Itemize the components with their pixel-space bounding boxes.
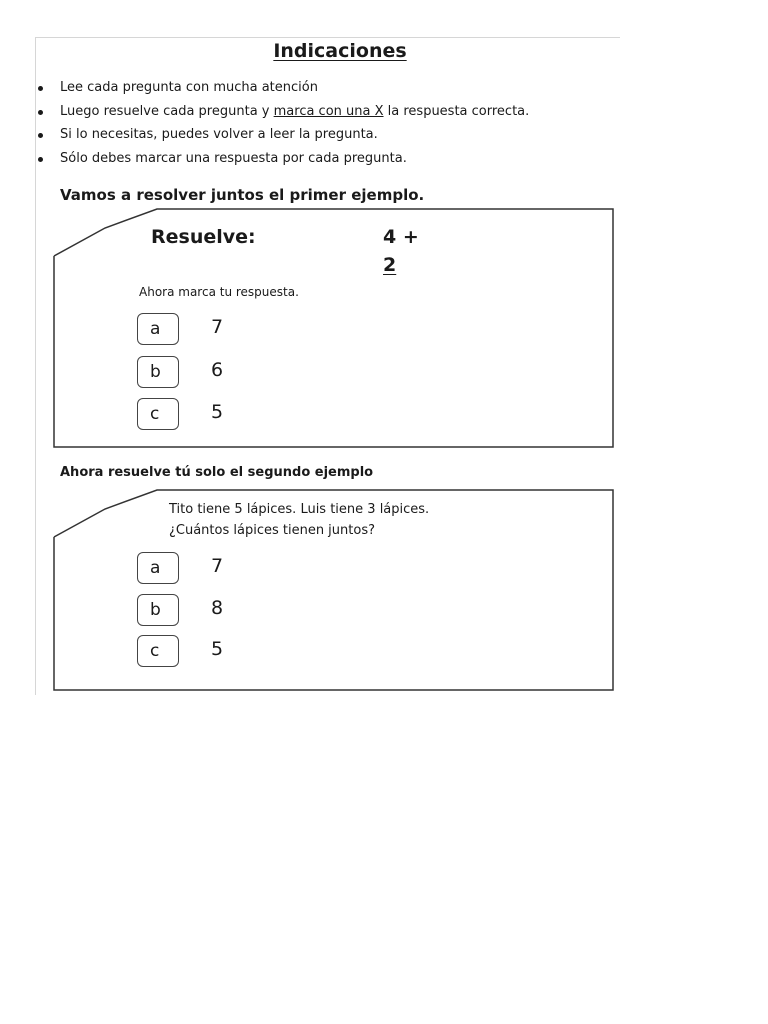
option-value: 8	[211, 597, 224, 619]
option-value: 7	[211, 316, 224, 338]
page-title: Indicaciones	[273, 40, 407, 62]
word-problem	[169, 499, 429, 541]
option-a-checkbox[interactable]: a	[137, 313, 179, 345]
instruction-text: Sólo debes marcar una respuesta por cada pregunta.	[60, 150, 407, 166]
problem-question: ¿Cuántos lápices tienen juntos?	[169, 523, 376, 538]
instruction-emphasis: marca con una X	[273, 103, 384, 119]
example1-heading: Vamos a resolver juntos el primer ejemplo.	[60, 186, 425, 204]
bullet-icon	[38, 110, 43, 115]
instruction-item	[36, 102, 529, 126]
instruction-item	[36, 125, 529, 149]
bullet-icon	[38, 157, 43, 162]
instruction-text: la respuesta correcta.	[383, 103, 530, 119]
option-a-checkbox[interactable]: a	[137, 552, 179, 584]
operation-top: 4 +	[383, 226, 419, 248]
instruction-text: Luego resuelve cada pregunta y	[60, 103, 274, 119]
option-value: 5	[211, 401, 224, 423]
option-b-checkbox[interactable]: b	[137, 594, 179, 626]
answer-prompt: Ahora marca tu respuesta.	[139, 285, 299, 299]
instruction-item	[36, 78, 529, 102]
option-c-checkbox[interactable]: c	[137, 635, 179, 667]
bullet-icon	[38, 133, 43, 138]
bullet-icon	[38, 86, 43, 91]
instruction-text: Lee cada pregunta con mucha atención	[60, 80, 318, 95]
example2-card	[53, 489, 614, 692]
example2-heading: Ahora resuelve tú solo el segundo ejemplo	[60, 465, 374, 480]
option-c-checkbox[interactable]: c	[137, 398, 179, 430]
instructions-list	[36, 78, 529, 172]
option-value: 5	[211, 638, 224, 660]
option-b-checkbox[interactable]: b	[137, 356, 179, 388]
option-value: 6	[211, 359, 224, 381]
example1-card	[53, 208, 614, 448]
resuelve-label: Resuelve:	[151, 226, 256, 248]
operation-bottom: 2	[383, 254, 397, 276]
instruction-item	[36, 149, 529, 173]
option-value: 7	[211, 555, 224, 577]
problem-line: Tito tiene 5 lápices. Luis tiene 3 lápices.	[169, 502, 430, 517]
instruction-text: Si lo necesitas, puedes volver a leer la pregunta.	[60, 127, 378, 142]
